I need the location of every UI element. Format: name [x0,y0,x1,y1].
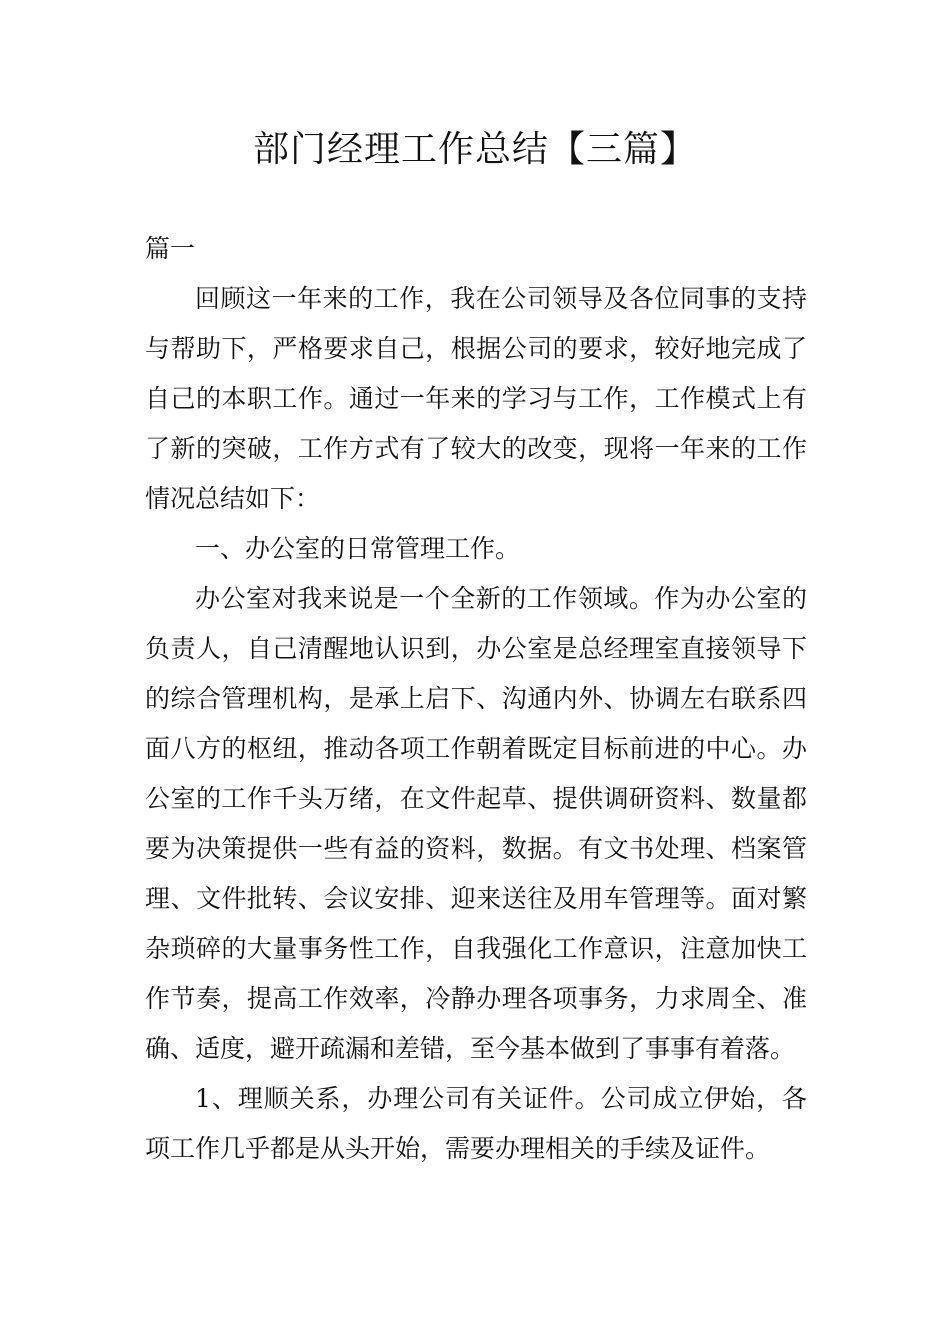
document-title: 部门经理工作总结【三篇】 [252,129,697,170]
paragraph-heading-office-management: 一、办公室的日常管理工作。 [195,534,521,563]
paragraph-intro: 回顾这一年来的工作，我在公司领导及各位同事的支持与帮助下，严格要求自己，根据公司的要求，较好地完成了自己的本职工作。通过一年来的学习与工作，工作模式上有了新的突破，工作方式有了较大的改变，现将一年来的工作情况总结如下： [145,284,807,513]
document-body [145,224,807,1174]
section-label: 篇一 [145,234,196,263]
paragraph-office-work: 办公室对我来说是一个全新的工作领域。作为办公室的负责人，自己清醒地认识到，办公室是总经理室直接领导下的综合管理机构，是承上启下、沟通内外、协调左右联系四面八方的枢纽，推动各项工作朝着既定目标前进的中心。办公室的工作千头万绪，在文件起草、提供调研资料、数量都要为决策提供一些有益的资料，数据。有文书处理、档案管理、文件批转、会议安排、迎来送往及用车管理等。面对繁杂琐碎的大量事务性工作，自我强化工作意识，注意加快工作节奏，提高工作效率，冷静办理各项事务，力求周全、准确、适度，避开疏漏和差错，至今基本做到了事事有着落。 [145,584,807,1063]
paragraph-item-1: 1、理顺关系，办理公司有关证件。公司成立伊始，各项工作几乎都是从头开始，需要办理相关的手续及证件。 [145,1084,807,1163]
